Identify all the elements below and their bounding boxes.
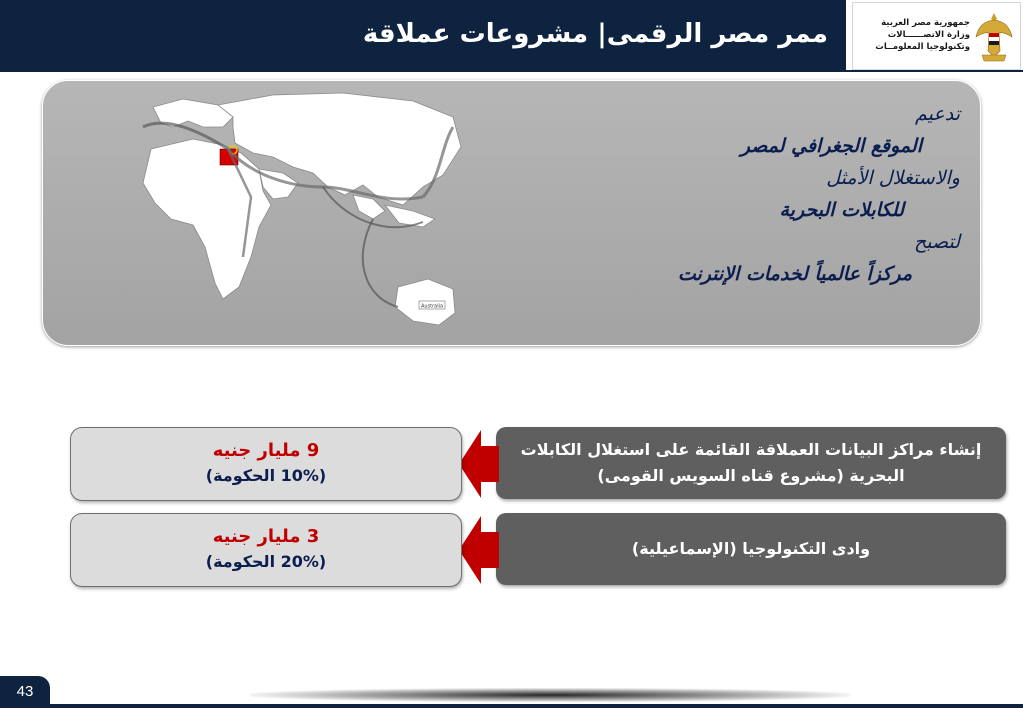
statement-line-1: تدعيم	[915, 103, 960, 125]
project-row-1	[0, 424, 1023, 504]
ministry-line-3: وتكنولوجيا المعلومــات	[875, 42, 970, 52]
map-statement	[620, 99, 960, 291]
project-row-2	[0, 510, 1023, 590]
statement-line-5: لتصبح	[914, 231, 960, 253]
header-divider	[0, 70, 1023, 72]
eagle-emblem-icon	[974, 11, 1014, 63]
submarine-cable-map	[123, 87, 483, 339]
project-description: إنشاء مراكز البيانات العملاقة القائمة على استغلال الكابلات البحرية (مشروع قناه السويس القومى)	[496, 427, 1006, 499]
title-bar	[0, 0, 846, 70]
ministry-logo	[852, 2, 1021, 70]
project-description: وادى التكنولوجيا (الإسماعيلية)	[496, 513, 1006, 585]
footer-shadow	[250, 688, 850, 702]
ministry-line-1: جمهورية مصر العربية	[881, 18, 970, 28]
government-share: (10% الحكومة)	[205, 466, 327, 485]
ministry-name	[850, 17, 970, 53]
project-cost-box	[70, 427, 462, 501]
project-cost-box	[70, 513, 462, 587]
ministry-line-2: وزارة الاتصــــــالات	[887, 30, 970, 40]
cost-amount: 9 مليار جنيه	[212, 440, 320, 461]
australia-label: Australia	[420, 303, 444, 310]
statement-line-3: والاستغلال الأمثل	[826, 167, 960, 189]
cost-amount: 3 مليار جنيه	[212, 526, 320, 547]
page-number: 43	[0, 676, 50, 708]
map-panel	[42, 80, 981, 346]
arrow-left-icon	[459, 424, 499, 504]
slide-title: ممر مصر الرقمى| مشروعات عملاقة	[362, 19, 828, 49]
statement-line-6: مركزاً عالمياً لخدمات الإنترنت	[677, 263, 912, 285]
statement-line-4: للكابلات البحرية	[779, 199, 904, 221]
footer-bar	[0, 704, 1023, 708]
government-share: (20% الحكومة)	[205, 552, 327, 571]
arrow-left-icon	[459, 510, 499, 590]
slide-header	[0, 0, 1023, 72]
statement-line-2: الموقع الجغرافي لمصر	[740, 135, 922, 157]
